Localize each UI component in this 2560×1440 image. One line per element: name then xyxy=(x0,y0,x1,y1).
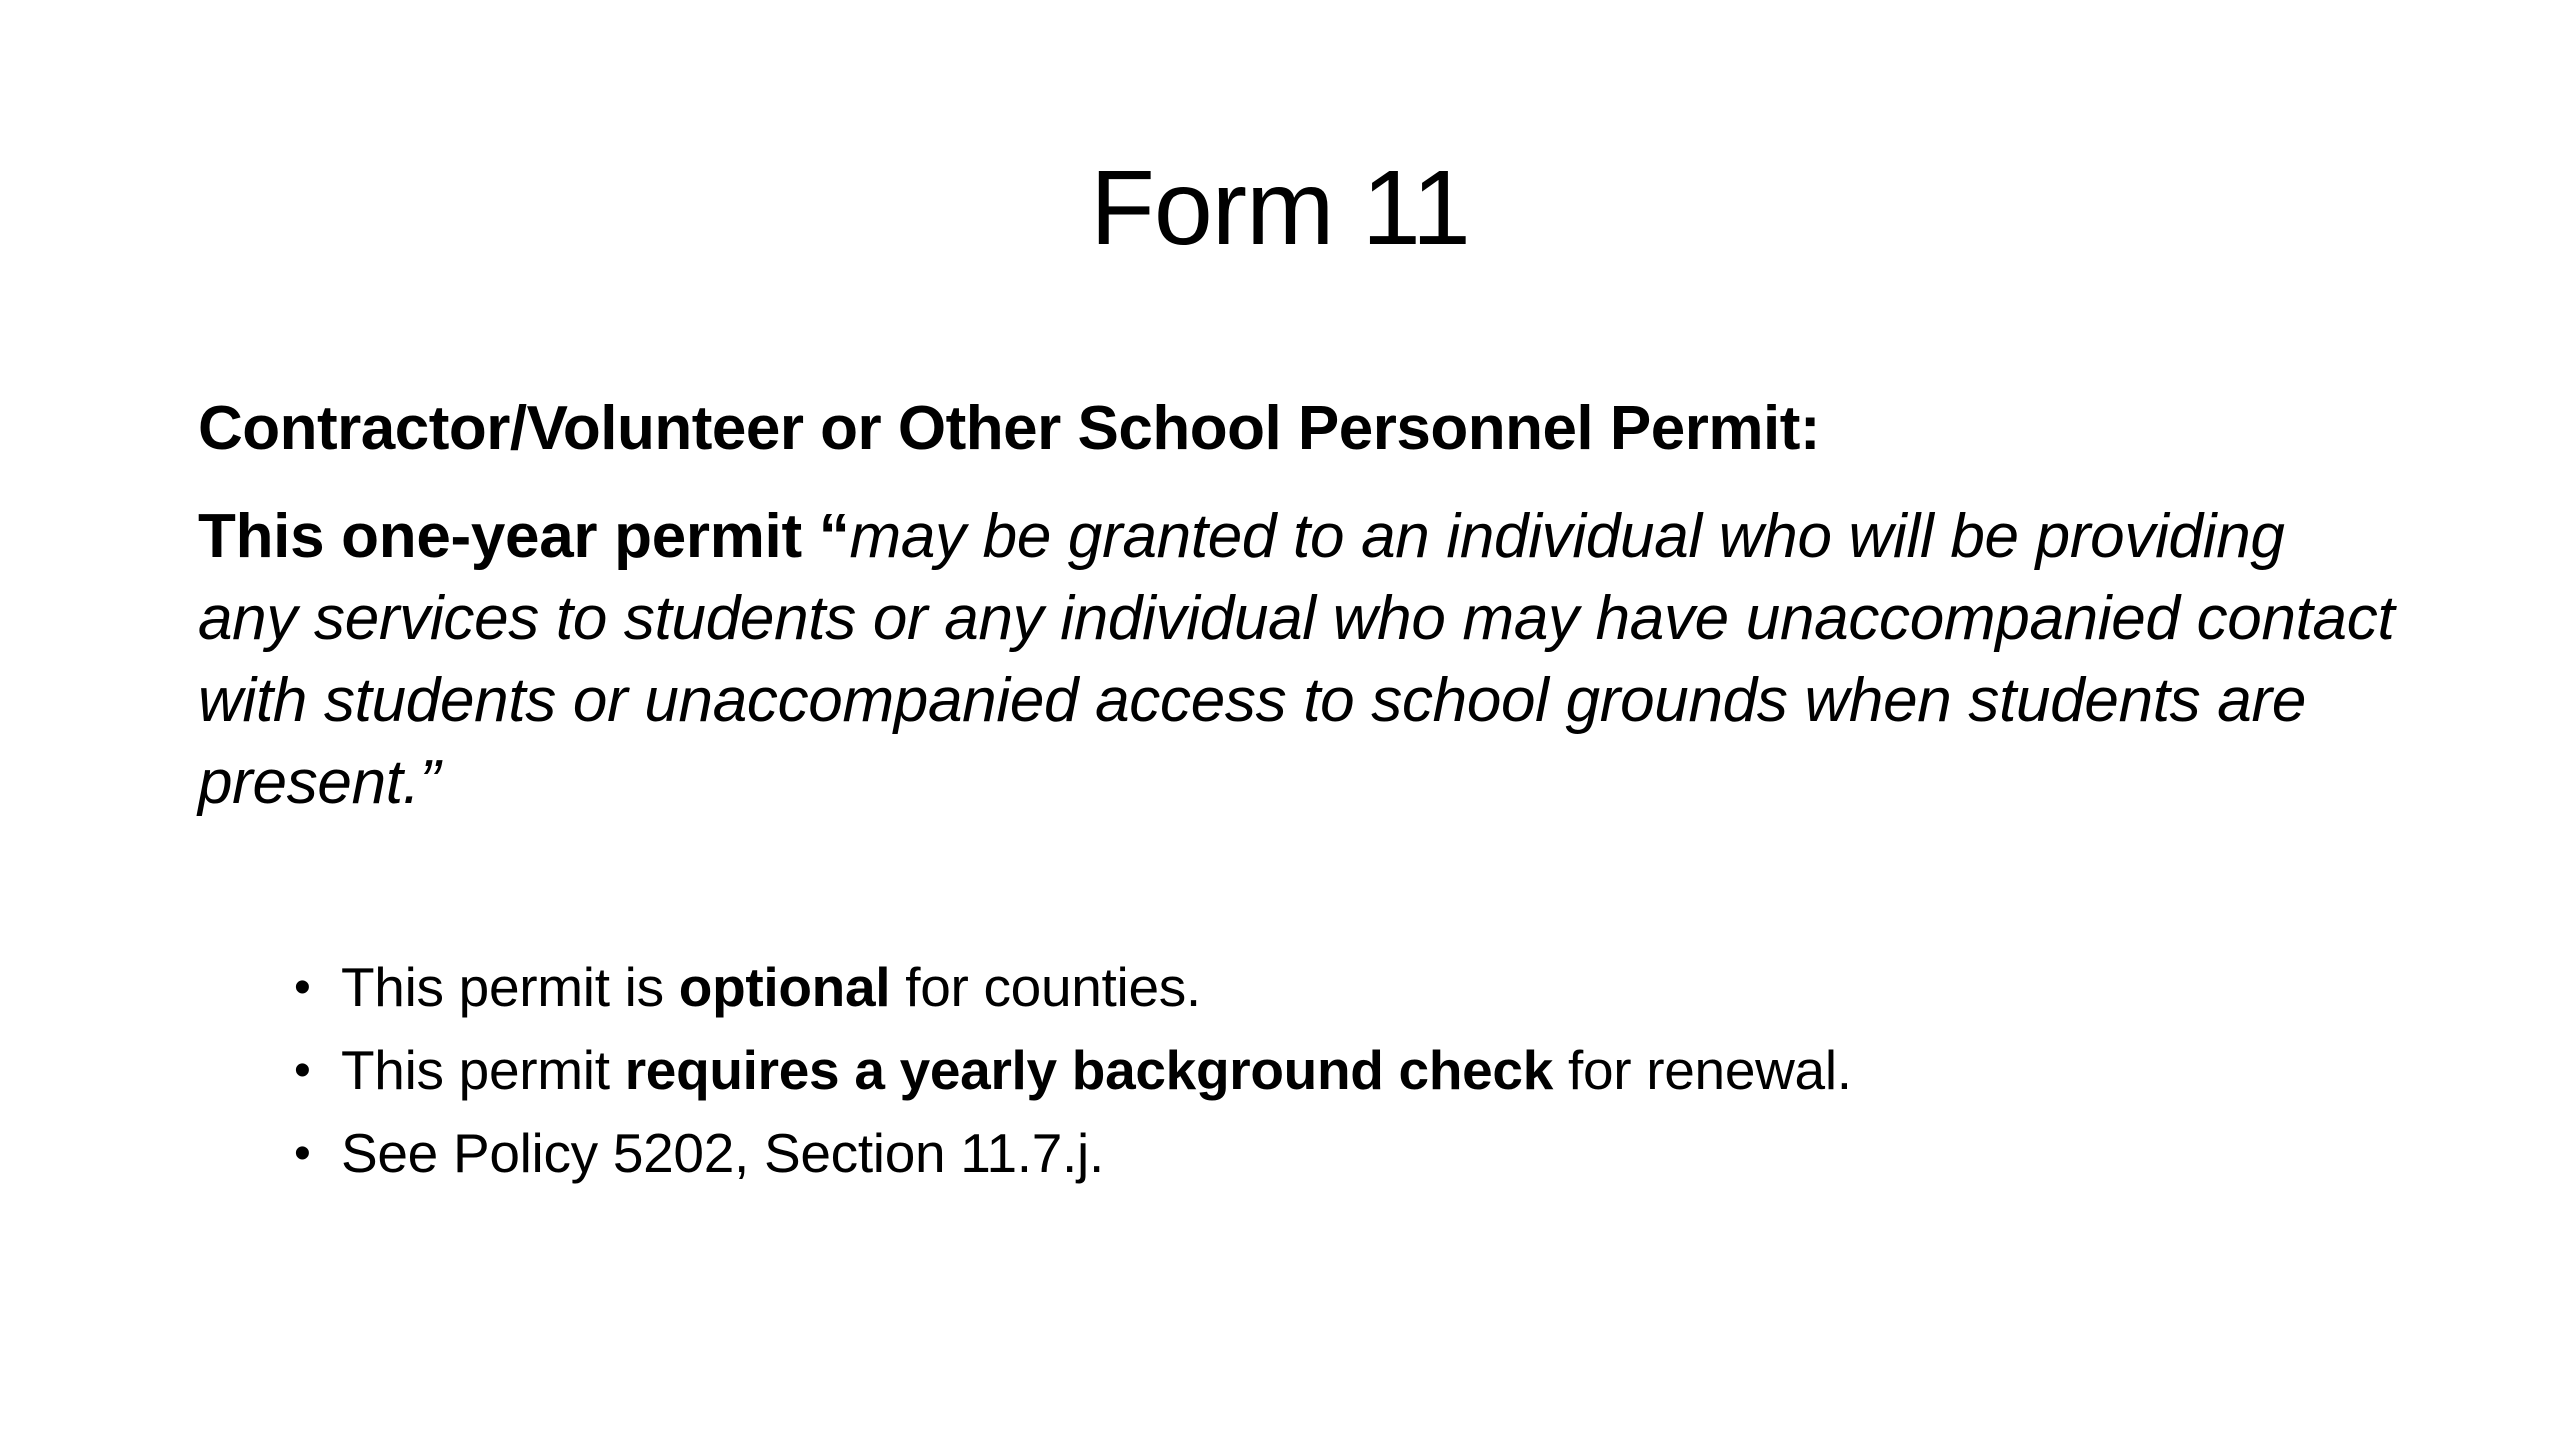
permit-lead: This one-year permit xyxy=(198,502,802,572)
bullet-text-before: This permit is xyxy=(341,956,679,1019)
bullet-text-after: for renewal. xyxy=(1552,1039,1852,1102)
bullet-text-after: for counties. xyxy=(890,956,1201,1019)
bullet-list xyxy=(198,946,2398,1195)
bullet-item xyxy=(294,1112,2398,1195)
permit-heading: Contractor/Volunteer or Other School Personnel Permit: xyxy=(198,394,1820,463)
bullet-icon: • xyxy=(294,1044,311,1098)
bullet-text-before: This permit xyxy=(341,1039,625,1102)
permit-description xyxy=(198,496,2398,824)
bullet-item xyxy=(294,946,2398,1029)
slide-content xyxy=(198,392,2398,1195)
bullet-icon: • xyxy=(294,1127,311,1181)
bullet-text-bold: requires a yearly background check xyxy=(624,1039,1553,1102)
bullet-text-before: See Policy 5202, Section 11.7.j. xyxy=(341,1122,1104,1185)
permit-quote: may be granted to an individual who will be providing any services to students or any individual who may have unaccompanied contact with students or unaccompanied access to school grounds when students are present.” xyxy=(198,502,2395,818)
slide-title: Form 11 xyxy=(1090,149,1470,267)
bullet-text-bold: optional xyxy=(678,956,891,1019)
bullet-item xyxy=(294,1029,2398,1112)
bullet-icon: • xyxy=(294,961,311,1015)
open-quote: “ xyxy=(818,502,850,572)
